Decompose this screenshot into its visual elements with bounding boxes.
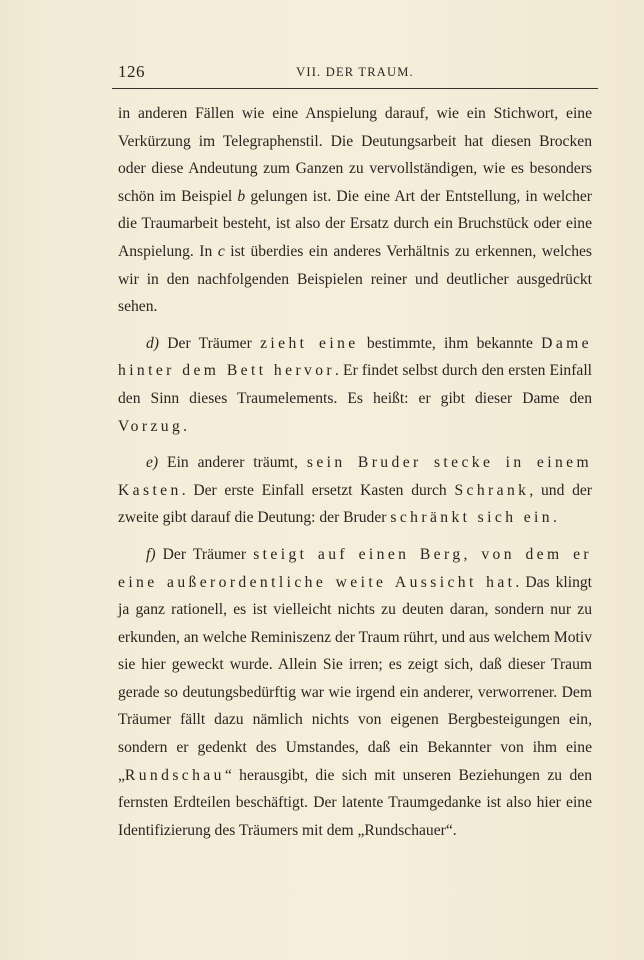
italic-text: b: [237, 187, 246, 205]
text-run: .: [552, 509, 557, 527]
running-head: VII. DER TRAUM.: [296, 65, 414, 79]
spaced-text: Schrank: [454, 481, 530, 499]
page-header: [118, 62, 592, 84]
paragraph: [118, 100, 592, 321]
spaced-text: Rundschau: [124, 766, 225, 784]
italic-text: d): [146, 334, 159, 352]
paragraph: [118, 330, 592, 440]
text-run: . Er findet selbst durch den ersten Einfall den Sinn dieses Traumelements. Es heißt: er gibt dieser Dame den: [118, 362, 592, 407]
italic-text: c: [217, 242, 225, 260]
text-run: in anderen Fällen wie eine Anspielung darauf, wie ein Stichwort, eine Verkürzung im Telegraphenstil. Die Deutungsarbeit hat diesen Brocken oder diese Andeutung zum Ganzen zu vervollständigen, wie es besonders schön im Beispiel: [118, 105, 592, 205]
paragraph: [118, 449, 592, 532]
spaced-text: schränkt sich ein: [390, 509, 553, 527]
text-run: . Der erste Einfall ersetzt Kasten durch: [181, 481, 455, 499]
text-run: .: [183, 417, 188, 435]
header-rule: [112, 88, 598, 89]
spaced-text: Dame hinter dem Bett hervor: [118, 334, 593, 380]
spaced-text: steigt auf einen Berg, von dem er eine außerordentliche weite Aussicht hat: [118, 545, 592, 591]
paragraph: [118, 541, 592, 845]
text-run: gelungen ist. Die eine Art der Entstellung, in welcher die Traumarbeit besteht, ist also der Ersatz durch ein Bruchstück oder eine Anspielung. In: [118, 187, 592, 260]
text-run: bestimmte, ihm bekannte: [358, 334, 542, 352]
spaced-text: zieht eine: [260, 334, 359, 352]
text-run: Der Träumer: [159, 334, 261, 352]
text-run: . Das klingt ja ganz rationell, es ist vielleicht nichts zu deuten daran, sondern nur zu erkunden, an welche Reminiszenz der Traum rührt, und aus welchem Motiv sie hier geweckt wurde. Allein Sie irren; es zeigt sich, daß dieser Traum gerade so deutungsbedürftig war wie irgend ein anderer, verworrener. Dem Träumer fällt dazu nämlich nichts von eigenen Bergbesteigungen ein, sondern er gedenkt des Umstandes, daß ein Bekannter von ihm eine „: [118, 573, 593, 784]
body-text: [118, 100, 592, 853]
spaced-text: Vorzug: [118, 417, 184, 435]
text-run: “ herausgibt, die sich mit unseren Beziehungen zu den fernsten Erdteilen beschäftigt. Der latente Traumgedanke ist also hier eine Identifizierung des Träumers mit dem „Rundschauer“.: [118, 766, 592, 839]
italic-text: f): [146, 545, 156, 563]
spaced-text: sein Bruder stecke in einem Kasten: [118, 454, 592, 499]
text-run: ist überdies ein anderes Verhältnis zu erkennen, welches wir in den nachfolgenden Beispielen reiner und deutlicher ausgedrückt sehen.: [118, 242, 592, 316]
text-run: Ein anderer träumt,: [158, 454, 307, 472]
page-number: 126: [118, 62, 145, 81]
text-run: , und der zweite gibt darauf die Deutung: der Bruder: [118, 481, 592, 527]
text-run: Der Träumer: [155, 545, 254, 563]
italic-text: e): [146, 454, 159, 472]
